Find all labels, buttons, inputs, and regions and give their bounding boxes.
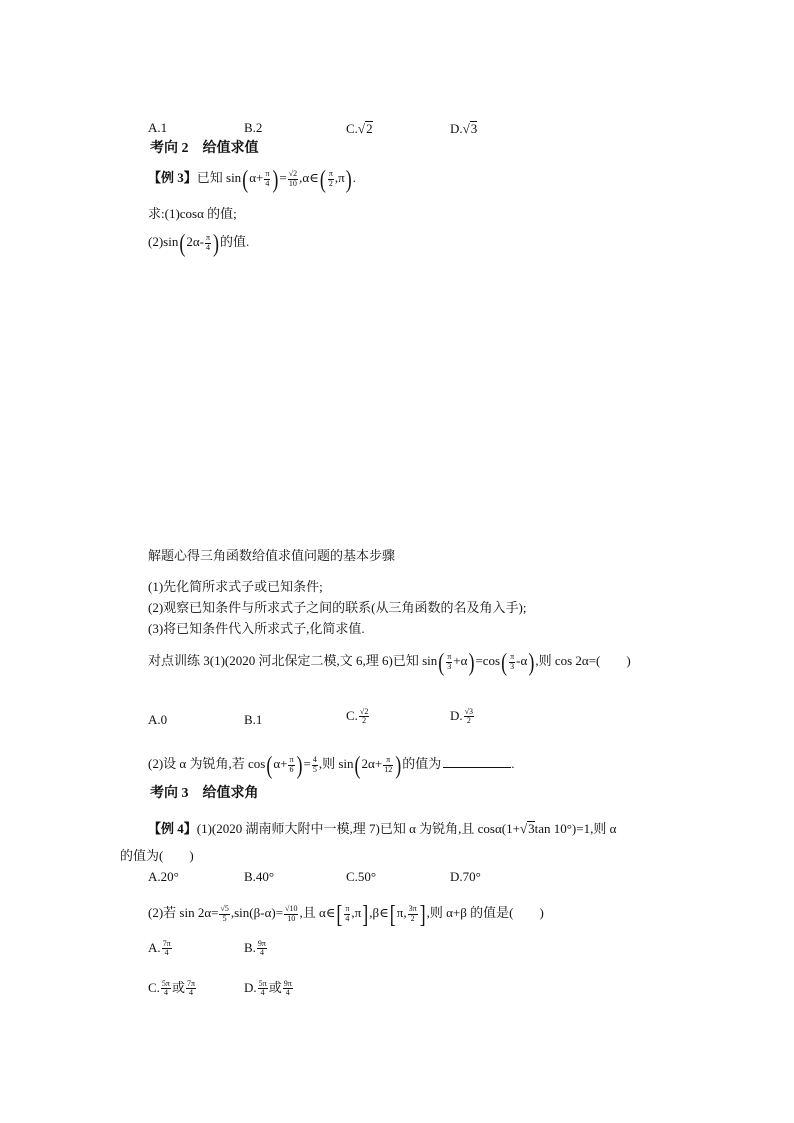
example-3-question-1: 求:(1)cosα 的值;	[148, 206, 237, 221]
tip-step-1: (1)先化简所求式子或已知条件;	[148, 579, 323, 594]
ex4-option-a: A.20°	[148, 869, 179, 884]
ex4-q2-option-b: B. $\frac{9\pi}{4}$	[244, 939, 266, 958]
option-a: A.1	[148, 120, 168, 135]
drill-option-b: B.1	[244, 712, 263, 727]
section-3-title: 考向 3 给值求角	[150, 786, 259, 801]
ex4-q2-option-c: C. $\frac{5\pi}{4}$ 或 $\frac{7\pi}{4}$	[148, 979, 196, 998]
option-b: B.2	[244, 120, 263, 135]
answer-blank[interactable]	[443, 767, 511, 768]
drill-3-question-1: 对点训练 3(1)(2020 河北保定二模,文 6,理 6)已知 sin( $\frac{\pi}{3}$ +α)=cos( $\frac{\pi}{3}$ -α),则 cos 2α=( )	[148, 648, 631, 676]
ex4-q2-option-a: A. $\frac{7\pi}{4}$	[148, 939, 171, 958]
ex4-q2-option-d: D. $\frac{5\pi}{4}$ 或 $\frac{9\pi}{4}$	[244, 979, 292, 998]
drill-option-d: D. $\frac{√3}{2}$	[450, 707, 474, 726]
example-4-line-2: 的值为( )	[120, 848, 194, 863]
tip-step-2: (2)观察已知条件与所求式子之间的联系(从三角函数的名及角入手);	[148, 600, 527, 615]
ex4-option-d: D.70°	[450, 869, 481, 884]
drill-option-a: A.0	[148, 712, 168, 727]
option-d: D.√3	[450, 121, 478, 136]
tip-title: 解题心得三角函数给值求值问题的基本步骤	[148, 548, 396, 563]
example-3-question-2: (2)sin(2α- $\frac{\pi}{4}$ )的值.	[148, 229, 250, 257]
option-c: C.√2	[346, 121, 373, 136]
drill-option-c: C. $\frac{√2}{2}$	[346, 707, 369, 726]
drill-3-question-2: (2)设 α 为锐角,若 cos(α+ $\frac{\pi}{6}$ )= $\frac{4}{5}$ ,则 sin(2α+ $\frac{\pi}{12}$ )的值为 .	[148, 751, 515, 779]
ex4-option-b: B.40°	[244, 869, 275, 884]
example-4-statement: 【例 4】(1)(2020 湖南师大附中一模,理 7)已知 α 为锐角,且 cosα(1+√3tan 10°)=1,则 α	[148, 821, 617, 836]
tip-step-3: (3)将已知条件代入所求式子,化简求值.	[148, 621, 365, 636]
section-2-title: 考向 2 给值求值	[150, 141, 259, 156]
example-4-question-2: (2)若 sin 2α= $\frac{√5}{5}$ ,sin(β-α)= $\frac{√10}{10}$ ,且 α∈[ $\frac{\pi}{4}$ ,π],β∈[π, $\frac{3\pi}{2}$ ],则 α+β 的值是( )	[148, 900, 544, 928]
example-3-statement: 【例 3】已知 sin(α+ $\frac{\pi}{4}$ )= $\frac{√2}{10}$ ,α∈( $\frac{\pi}{2}$ ,π).	[148, 165, 356, 193]
ex4-option-c: C.50°	[346, 869, 377, 884]
